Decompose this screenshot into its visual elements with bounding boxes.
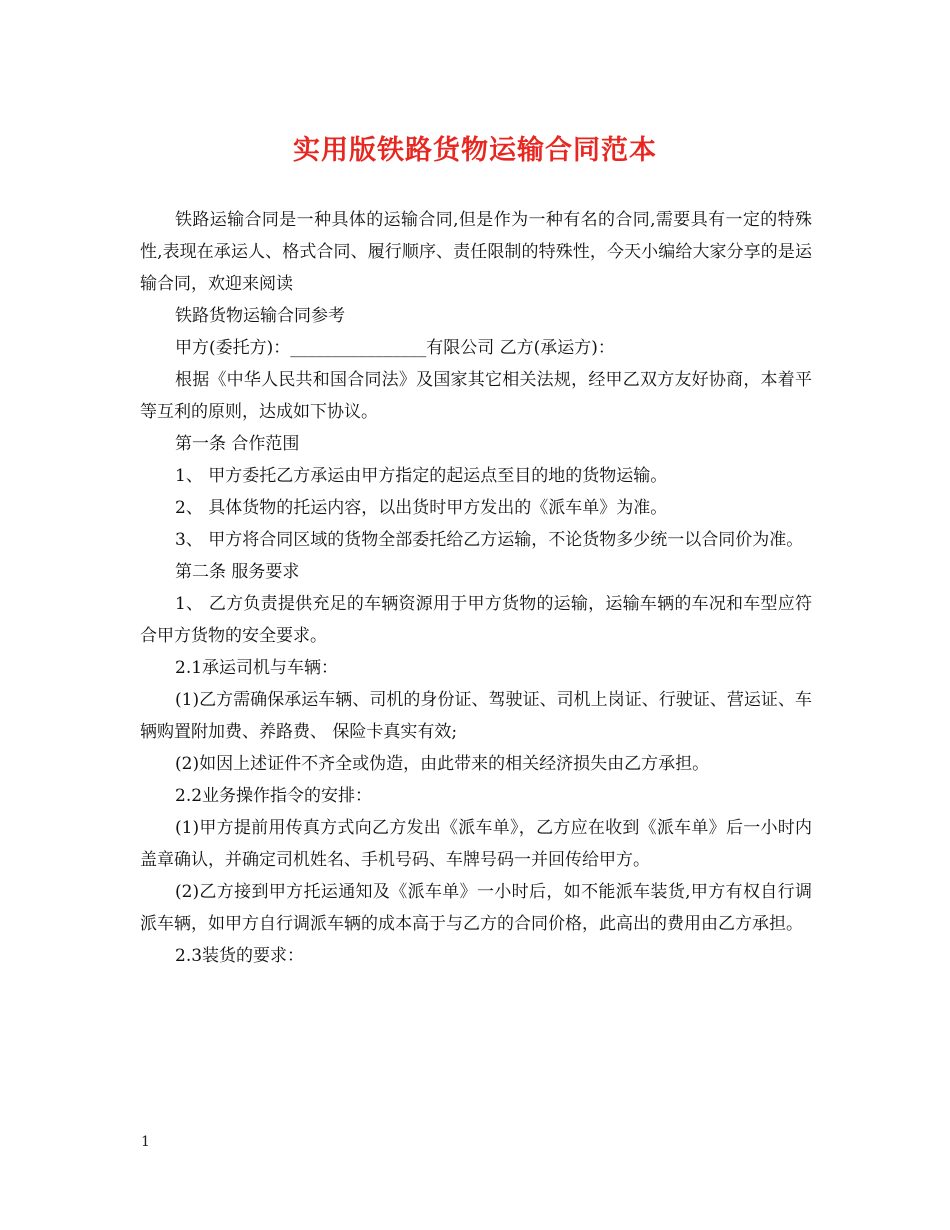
subsection-2-2: 2.2业务操作指令的安排： (175, 786, 373, 806)
paragraph-subtitle: 铁路货物运输合同参考 (175, 306, 345, 326)
document-title: 实用版铁路货物运输合同范本 (293, 135, 657, 166)
document-body (140, 204, 812, 972)
page-number: 1 (141, 1134, 150, 1150)
paragraph-parties: 甲方(委托方)：________________有限公司 乙方(承运方)： (175, 338, 615, 358)
paragraph-intro: 铁路运输合同是一种具体的运输合同,但是作为一种有名的合同,需要具有一定的特殊性,表现在承运人、格式合同、履行顺序、责任限制的特殊性，今天小编给大家分享的是运输合同，欢迎来阅读 (140, 210, 812, 294)
clause-2-1: 1、 乙方负责提供充足的车辆资源用于甲方货物的运输，运输车辆的车况和车型应符合甲方货物的安全要求。 (140, 594, 812, 646)
clause-1-1: 1、 甲方委托乙方承运由甲方指定的起运点至目的地的货物运输。 (175, 466, 668, 486)
subsection-2-1: 2.1承运司机与车辆： (175, 658, 339, 678)
item-2-2-1: (1)甲方提前用传真方式向乙方发出《派车单》，乙方应在收到《派车单》后一小时内盖章确认，并确定司机姓名、手机号码、车牌号码一并回传给甲方。 (140, 818, 812, 870)
item-2-1-2: (2)如因上述证件不齐全或伪造，由此带来的相关经济损失由乙方承担。 (175, 754, 710, 774)
section-heading-1: 第一条 合作范围 (175, 434, 300, 454)
item-2-1-1: (1)乙方需确保承运车辆、司机的身份证、驾驶证、司机上岗证、行驶证、营运证、车辆购置附加费、养路费、 保险卡真实有效; (140, 690, 812, 742)
subsection-2-3: 2.3装货的要求： (175, 946, 305, 966)
section-heading-2: 第二条 服务要求 (175, 562, 300, 582)
paragraph-preamble: 根据《中华人民共和国合同法》及国家其它相关法规，经甲乙双方友好协商，本着平等互利的原则，达成如下协议。 (140, 370, 812, 422)
clause-1-3: 3、 甲方将合同区域的货物全部委托给乙方运输，不论货物多少统一以合同价为准。 (175, 530, 804, 550)
item-2-2-2: (2)乙方接到甲方托运通知及《派车单》一小时后，如不能派车装货,甲方有权自行调派车辆，如甲方自行调派车辆的成本高于与乙方的合同价格，此高出的费用由乙方承担。 (140, 882, 812, 934)
clause-1-2: 2、 具体货物的托运内容，以出货时甲方发出的《派车单》为准。 (175, 498, 668, 518)
